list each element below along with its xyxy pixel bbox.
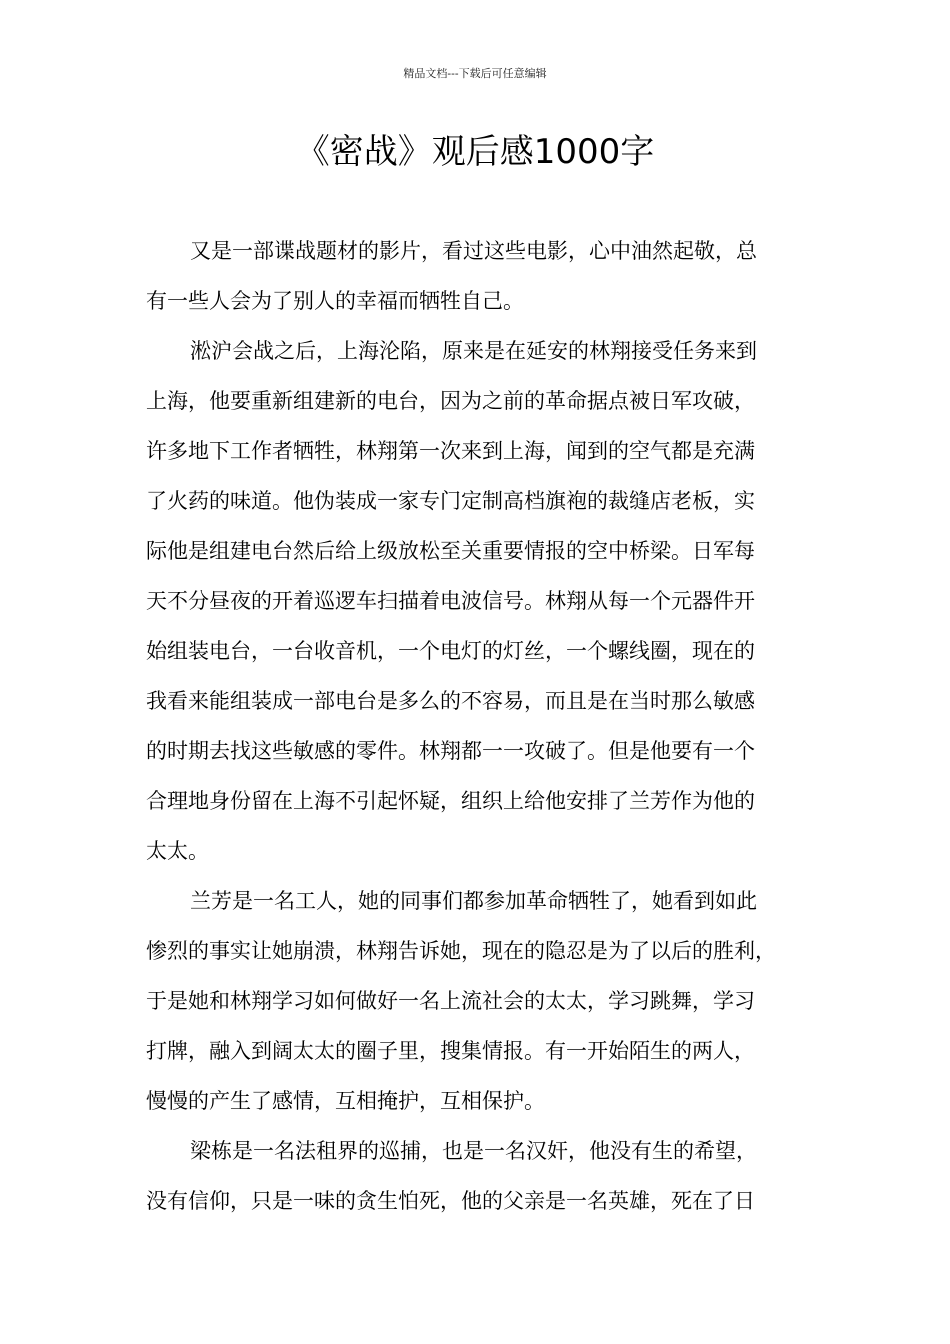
paragraph-line: 了火药的味道。他伪装成一家专门定制高档旗袍的裁缝店老板，实: [146, 489, 755, 513]
paragraph-line: 我看来能组装成一部电台是多么的不容易，而且是在当时那么敏感: [146, 689, 755, 713]
paragraph-line: 有一些人会为了别人的幸福而牺牲自己。: [146, 289, 524, 313]
paragraph-line: 太太。: [146, 839, 209, 863]
paragraph-line: 打牌，融入到阔太太的圈子里，搜集情报。有一开始陌生的两人，: [146, 1039, 755, 1063]
paragraph-line: 慢慢的产生了感情，互相掩护，互相保护。: [146, 1089, 545, 1113]
paragraph-line: 的时期去找这些敏感的零件。林翔都一一攻破了。但是他要有一个: [146, 739, 755, 763]
page-header: 精品文档---下载后可任意编辑: [403, 67, 547, 80]
paragraph-line: 于是她和林翔学习如何做好一名上流社会的太太，学习跳舞，学习: [146, 989, 755, 1013]
paragraph-line: 没有信仰，只是一味的贪生怕死，他的父亲是一名英雄，死在了日: [146, 1189, 755, 1213]
paragraph-line: 上海，他要重新组建新的电台，因为之前的革命据点被日军攻破，: [146, 389, 755, 413]
paragraph-line: 淞沪会战之后，上海沦陷，原来是在延安的林翔接受任务来到: [190, 339, 757, 363]
paragraph-line: 兰芳是一名工人，她的同事们都参加革命牺牲了，她看到如此: [190, 889, 757, 913]
paragraph-line: 合理地身份留在上海不引起怀疑，组织上给他安排了兰芳作为他的: [146, 789, 755, 813]
paragraph-line: 又是一部谍战题材的影片，看过这些电影，心中油然起敬，总: [190, 239, 757, 263]
document-title: 《密战》观后感1000字: [295, 132, 655, 172]
paragraph-line: 天不分昼夜的开着巡逻车扫描着电波信号。林翔从每一个元器件开: [146, 589, 755, 613]
paragraph-line: 许多地下工作者牺牲，林翔第一次来到上海，闻到的空气都是充满: [146, 439, 755, 463]
paragraph-line: 际他是组建电台然后给上级放松至关重要情报的空中桥梁。日军每: [146, 539, 755, 563]
paragraph-line: 惨烈的事实让她崩溃，林翔告诉她，现在的隐忍是为了以后的胜利，: [146, 939, 776, 963]
document-body: [146, 226, 818, 1226]
paragraph-line: 梁栋是一名法租界的巡捕，也是一名汉奸，他没有生的希望，: [190, 1139, 757, 1163]
paragraph-line: 始组装电台，一台收音机，一个电灯的灯丝，一个螺线圈，现在的: [146, 639, 755, 663]
